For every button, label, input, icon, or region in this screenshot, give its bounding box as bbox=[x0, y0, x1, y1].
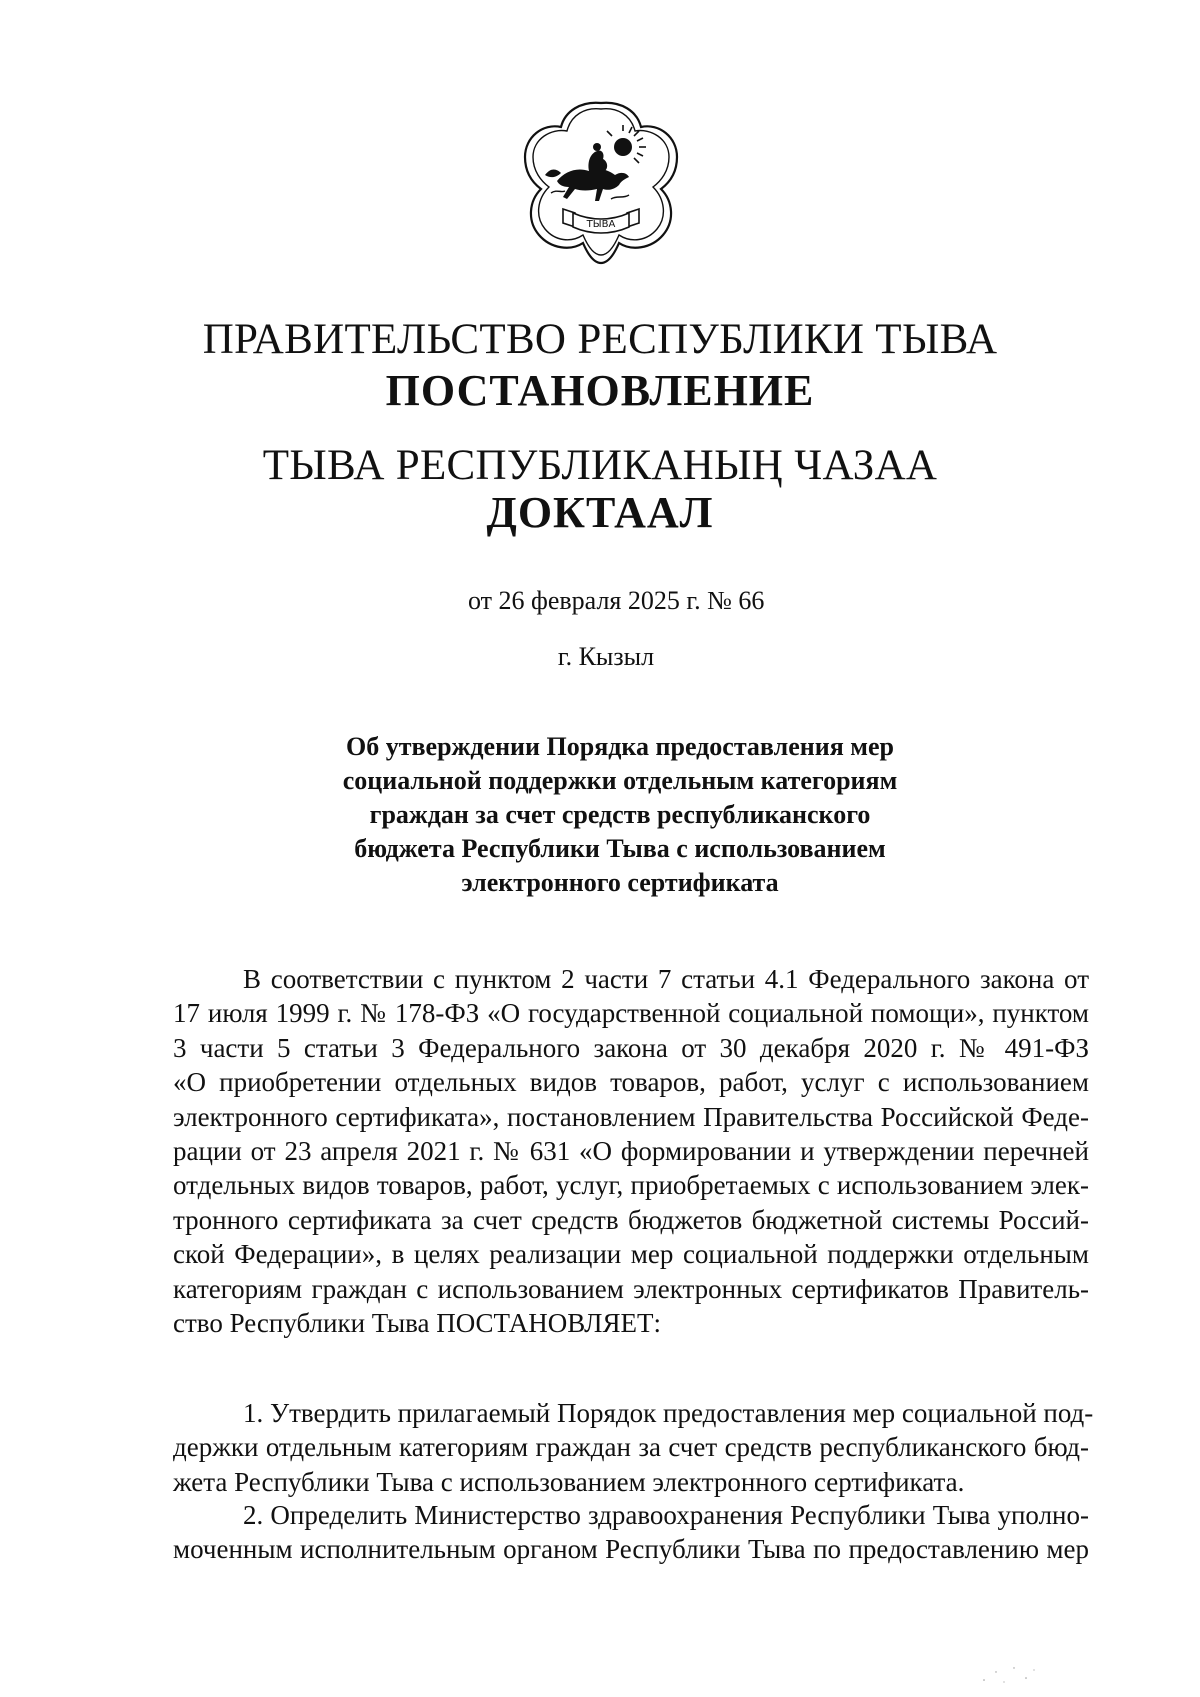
paragraph-item-1 bbox=[173, 1396, 1094, 1499]
document-type-ru: ПОСТАНОВЛЕНИЕ bbox=[385, 366, 815, 415]
text-line: моченным исполнительным органом Республики Тыва по предоставлению мер bbox=[173, 1534, 1089, 1565]
document-type-tyv: ДОКТААЛ bbox=[486, 488, 714, 537]
document-title bbox=[340, 730, 900, 900]
text-line: категориям граждан с использованием электронных сертификатов Правитель- bbox=[173, 1273, 1089, 1304]
text-line: тронного сертификата за счет средств бюджетов бюджетной системы Россий- bbox=[173, 1204, 1089, 1235]
text-line: 1. Утвердить прилагаемый Порядок предоставления мер социальной под- bbox=[243, 1398, 1094, 1428]
title-line: Об утверждении Порядка предоставления мер bbox=[346, 732, 894, 761]
paragraph-preamble bbox=[173, 962, 1089, 1340]
text-line: электронного сертификата», постановлением Правительства Российской Феде- bbox=[173, 1101, 1089, 1132]
text-line: держки отдельным категориям граждан за счет средств республиканского бюд- bbox=[173, 1432, 1089, 1463]
government-name-tyv: ТЫВА РЕСПУБЛИКАНЫҢ ЧАЗАА bbox=[262, 442, 938, 489]
text-line: отдельных видов товаров, работ, услуг, приобретаемых с использованием элек- bbox=[173, 1170, 1089, 1201]
title-line: бюджета Республики Тыва с использованием bbox=[354, 834, 886, 863]
text-line: рации от 23 апреля 2021 г. № 631 «О формировании и утверждении перечней bbox=[173, 1135, 1089, 1166]
text-line: 2. Определить Министерство здравоохранения Республики Тыва уполно- bbox=[243, 1500, 1089, 1530]
text-line: 17 июля 1999 г. № 178-ФЗ «О государственной социальной помощи», пунктом bbox=[173, 998, 1089, 1029]
title-line: социальной поддержки отдельным категориям bbox=[342, 766, 898, 795]
document-city: г. Кызыл bbox=[557, 642, 655, 671]
text-line: В соответствии с пунктом 2 части 7 статьи 4.1 Федерального закона от bbox=[243, 964, 1089, 994]
paragraph-item-2 bbox=[173, 1498, 1089, 1567]
document-date-number: от 26 февраля 2025 г. № 66 bbox=[468, 586, 765, 615]
coat-of-arms-emblem-icon bbox=[517, 97, 685, 269]
title-line: граждан за счет средств республиканского bbox=[369, 800, 871, 829]
text-line: ство Республики Тыва ПОСТАНОВЛЯЕТ: bbox=[173, 1307, 661, 1338]
scan-noise-specks bbox=[980, 1662, 1040, 1686]
text-line: ской Федерации», в целях реализации мер социальной поддержки отдельным bbox=[173, 1239, 1089, 1270]
title-line: электронного сертификата bbox=[461, 868, 779, 897]
text-line: жета Республики Тыва с использованием электронного сертификата. bbox=[173, 1466, 965, 1497]
government-name-ru: ПРАВИТЕЛЬСТВО РЕСПУБЛИКИ ТЫВА bbox=[202, 316, 998, 363]
text-line: 3 части 5 статьи 3 Федерального закона от 30 декабря 2020 г. № 491-ФЗ bbox=[173, 1032, 1089, 1063]
svg-text:ТЫВА: ТЫВА bbox=[586, 219, 616, 230]
text-line: «О приобретении отдельных видов товаров, работ, услуг с использованием bbox=[173, 1067, 1089, 1098]
